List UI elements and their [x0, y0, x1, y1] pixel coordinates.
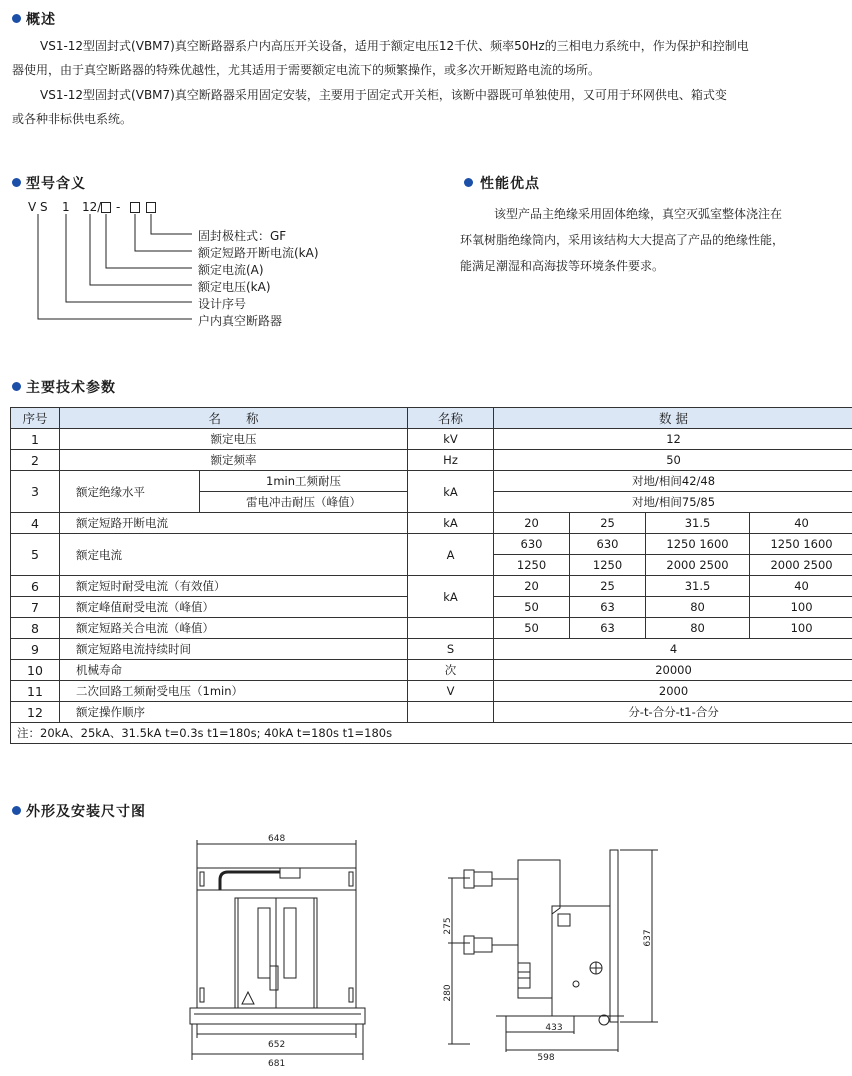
row-value: 对地/相间75/85: [494, 492, 852, 513]
front-view-drawing: [180, 828, 380, 1068]
dimensions-heading: 外形及安装尺寸图: [26, 804, 146, 820]
table-row: [11, 471, 852, 492]
row-value: 2000 2500: [750, 555, 852, 576]
side-dim-upper: 275: [443, 917, 453, 935]
row-unit: kA: [408, 576, 494, 618]
row-unit: S: [408, 639, 494, 660]
row-subname: 1min工频耐压: [200, 471, 408, 492]
side-dim-total: 598: [537, 1053, 555, 1063]
row-no: 3: [11, 471, 60, 513]
row-no: 9: [11, 639, 60, 660]
row-value: 对地/相间42/48: [494, 471, 852, 492]
overview-para2-line2: 或各种非标供电系统。: [12, 112, 133, 126]
row-name: 额定短路开断电流: [60, 513, 408, 534]
overview-para1-line2: 器使用，由于真空断路器的特殊优越性，尤其适用于需要额定电流下的频繁操作，或多次开断短路电流的场所。: [12, 63, 601, 77]
row-name: 额定短路电流持续时间: [60, 639, 408, 660]
row-unit: [408, 618, 494, 639]
row-name: 额定短时耐受电流（有效值）: [60, 576, 408, 597]
section-bullet-icon: [12, 382, 21, 391]
row-value: 40: [750, 513, 852, 534]
table-header-row: [11, 408, 852, 429]
overview-para2-line1: VS1-12型固封式(VBM7)真空断路器采用固定安装，主要用于固定式开关柜，该断中器既可单独使用，又可用于环网供电、箱式变: [40, 88, 727, 102]
row-unit: kA: [408, 471, 494, 513]
row-value: 50: [494, 597, 570, 618]
table-row: [11, 702, 852, 723]
row-value: 20: [494, 576, 570, 597]
row-value: 31.5: [646, 576, 750, 597]
row-value: 20: [494, 513, 570, 534]
row-value: 63: [570, 618, 646, 639]
row-no: 6: [11, 576, 60, 597]
row-no: 8: [11, 618, 60, 639]
params-heading: 主要技术参数: [26, 380, 116, 396]
params-table: [10, 407, 852, 744]
model-legend-lines: [0, 0, 220, 340]
row-value: 1250 1600: [750, 534, 852, 555]
front-dim-inner: 652: [268, 1040, 286, 1050]
model-code-vs: V S: [28, 200, 48, 214]
model-label-4: 设计序号: [198, 297, 247, 311]
row-name: 额定短路关合电流（峰值）: [60, 618, 408, 639]
row-value: 1250: [570, 555, 646, 576]
row-value: 630: [570, 534, 646, 555]
row-value: 分-t-合分-t1-合分: [494, 702, 852, 723]
model-heading: 型号含义: [26, 176, 86, 192]
row-value: 630: [494, 534, 570, 555]
row-unit: [408, 702, 494, 723]
side-dim-height: 637: [643, 929, 653, 947]
overview-para1-line1: VS1-12型固封式(VBM7)真空断路器系户内高压开关设备，适用于额定电压12千伏、频率50Hz的三相电力系统中，作为保护和控制电: [40, 39, 749, 53]
row-no: 4: [11, 513, 60, 534]
row-name: 额定峰值耐受电流（峰值）: [60, 597, 408, 618]
row-value: 12: [494, 429, 852, 450]
row-value: 40: [750, 576, 852, 597]
row-value: 100: [750, 597, 852, 618]
row-value: 25: [570, 513, 646, 534]
row-value: 80: [646, 618, 750, 639]
row-no: 5: [11, 534, 60, 576]
row-name: 额定电压: [60, 429, 408, 450]
row-value: 31.5: [646, 513, 750, 534]
row-no: 11: [11, 681, 60, 702]
row-value: 50: [494, 618, 570, 639]
row-value: 63: [570, 597, 646, 618]
table-note-row: [11, 723, 852, 744]
model-label-5: 户内真空断路器: [198, 314, 283, 328]
header-no: 序号: [11, 408, 60, 429]
table-row: [11, 618, 852, 639]
table-note: 注：20kA、25kA、31.5kA t=0.3s t1=180s; 40kA t=180s t1=180s: [11, 723, 852, 744]
table-row: [11, 513, 852, 534]
header-name: 名 称: [60, 408, 408, 429]
header-data: 数 据: [494, 408, 852, 429]
model-code-dash: -: [116, 200, 121, 214]
row-value: 2000 2500: [646, 555, 750, 576]
table-row: [11, 576, 852, 597]
model-label-1: 额定短路开断电流(kA): [198, 246, 319, 260]
model-label-3: 额定电压(kA): [198, 280, 271, 294]
table-row: [11, 534, 852, 555]
row-no: 1: [11, 429, 60, 450]
row-value: 4: [494, 639, 852, 660]
row-value: 50: [494, 450, 852, 471]
header-unit: 名称: [408, 408, 494, 429]
row-name: 二次回路工频耐受电压（1min）: [60, 681, 408, 702]
row-unit: V: [408, 681, 494, 702]
row-value: 1250: [494, 555, 570, 576]
table-row: [11, 660, 852, 681]
row-no: 10: [11, 660, 60, 681]
row-unit: kA: [408, 513, 494, 534]
row-no: 2: [11, 450, 60, 471]
table-row: [11, 681, 852, 702]
table-row: [11, 429, 852, 450]
row-no: 7: [11, 597, 60, 618]
row-value: 25: [570, 576, 646, 597]
side-dim-base: 433: [545, 1023, 563, 1033]
performance-line3: 能满足潮湿和高海拔等环境条件要求。: [460, 259, 665, 273]
side-view-drawing: [436, 848, 666, 1063]
row-name: 额定电流: [60, 534, 408, 576]
performance-heading: 性能优点: [480, 176, 540, 192]
row-name: 额定频率: [60, 450, 408, 471]
row-unit: A: [408, 534, 494, 576]
model-label-2: 额定电流(A): [198, 263, 264, 277]
row-unit: kV: [408, 429, 494, 450]
row-value: 80: [646, 597, 750, 618]
row-name: 额定绝缘水平: [60, 471, 200, 513]
row-unit: 次: [408, 660, 494, 681]
performance-line2: 环氧树脂绝缘筒内，采用该结构大大提高了产品的绝缘性能，: [460, 233, 785, 247]
row-name: 额定操作顺序: [60, 702, 408, 723]
performance-line1: 该型产品主绝缘采用固体绝缘，真空灭弧室整体浇注在: [494, 207, 783, 221]
row-unit: Hz: [408, 450, 494, 471]
row-value: 20000: [494, 660, 852, 681]
front-dim-outer: 681: [268, 1059, 286, 1068]
section-bullet-icon: [12, 806, 21, 815]
model-code-1: 1: [62, 200, 70, 214]
overview-heading: 概述: [26, 12, 56, 28]
section-bullet-icon: [464, 178, 473, 187]
row-value: 1250 1600: [646, 534, 750, 555]
table-row: [11, 450, 852, 471]
row-name: 机械寿命: [60, 660, 408, 681]
row-value: 2000: [494, 681, 852, 702]
row-no: 12: [11, 702, 60, 723]
row-value: 100: [750, 618, 852, 639]
front-dim-top: 648: [268, 834, 286, 844]
side-dim-lower: 280: [443, 984, 453, 1002]
row-subname: 雷电冲击耐压（峰值）: [200, 492, 408, 513]
model-code-12: 12/: [82, 200, 102, 214]
model-label-0: 固封极柱式：GF: [198, 229, 287, 243]
table-row: [11, 639, 852, 660]
